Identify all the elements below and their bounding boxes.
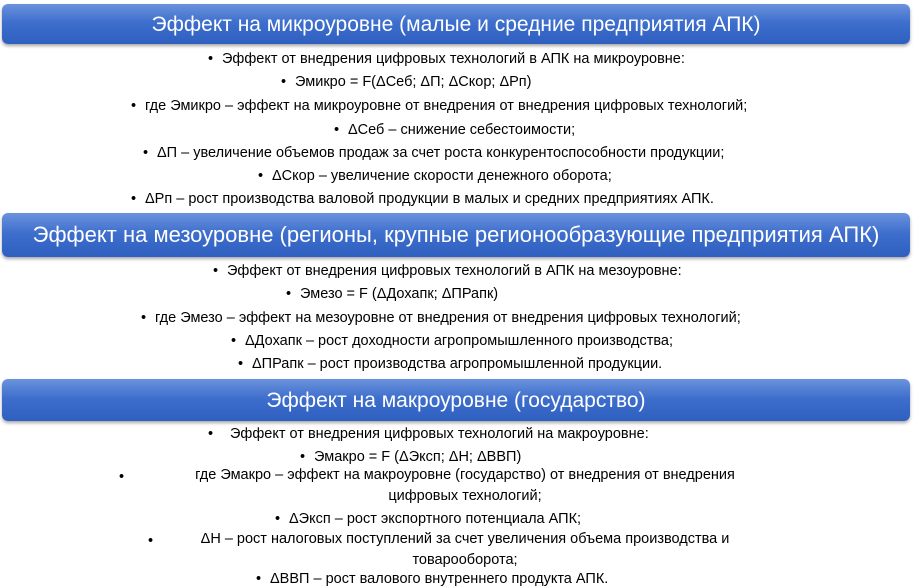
list-item: • Эффект от внедрения цифровых технологий на макроуровне:	[208, 426, 649, 442]
list-item: • ΔРп – рост производства валовой продукции в малых и средних предприятиях АПК.	[131, 191, 714, 207]
section-meso-header: Эффект на мезоуровне (регионы, крупные регионообразующие предприятия АПК)	[2, 213, 910, 257]
list-item: • Эмакро = F (ΔЭксп; ΔН; ΔВВП)	[300, 449, 522, 465]
list-item: • где Эмикро – эффект на микроуровне от внедрения от внедрения цифровых технологий;	[131, 98, 748, 114]
list-item: • Эффект от внедрения цифровых технологий в АПК на микроуровне:	[208, 51, 685, 67]
list-item: • ΔПРапк – рост производства агропромышленной продукции.	[238, 356, 663, 372]
list-item: ΔН – рост налоговых поступлений за счет увеличения объема производства и товарооборота;	[200, 531, 730, 568]
list-item: • Эмикро = F(ΔСеб; ΔП; ΔСкор; ΔРп)	[281, 74, 532, 90]
list-item: • ΔДохапк – рост доходности агропромышленного производства;	[231, 333, 673, 349]
list-bullet: •	[119, 469, 125, 485]
list-item: где Эмакро – эффект на макроуровне (государство) от внедрения от внедрения цифровых технологий;	[195, 467, 735, 504]
list-item: • Эмезо = F (ΔДохапк; ΔПРапк)	[286, 286, 499, 302]
list-item: • ΔЭксп – рост экспортного потенциала АПК;	[275, 511, 582, 527]
list-item: • где Эмезо – эффект на мезоуровне от внедрения от внедрения цифровых технологий;	[141, 310, 741, 326]
section-macro-header: Эффект на макроуровне (государство)	[2, 379, 910, 421]
list-bullet: •	[148, 533, 154, 549]
list-item: • ΔСкор – увеличение скорости денежного оборота;	[258, 168, 612, 184]
list-item: • ΔВВП – рост валового внутреннего продукта АПК.	[256, 571, 609, 587]
section-micro-header: Эффект на микроуровне (малые и средние предприятия АПК)	[2, 4, 910, 44]
list-item: • Эффект от внедрения цифровых технологий в АПК на мезоуровне:	[213, 263, 682, 279]
list-item: • ΔП – увеличение объемов продаж за счет роста конкурентоспособности продукции;	[143, 145, 725, 161]
list-item: • ΔСеб – снижение себестоимости;	[334, 122, 576, 138]
